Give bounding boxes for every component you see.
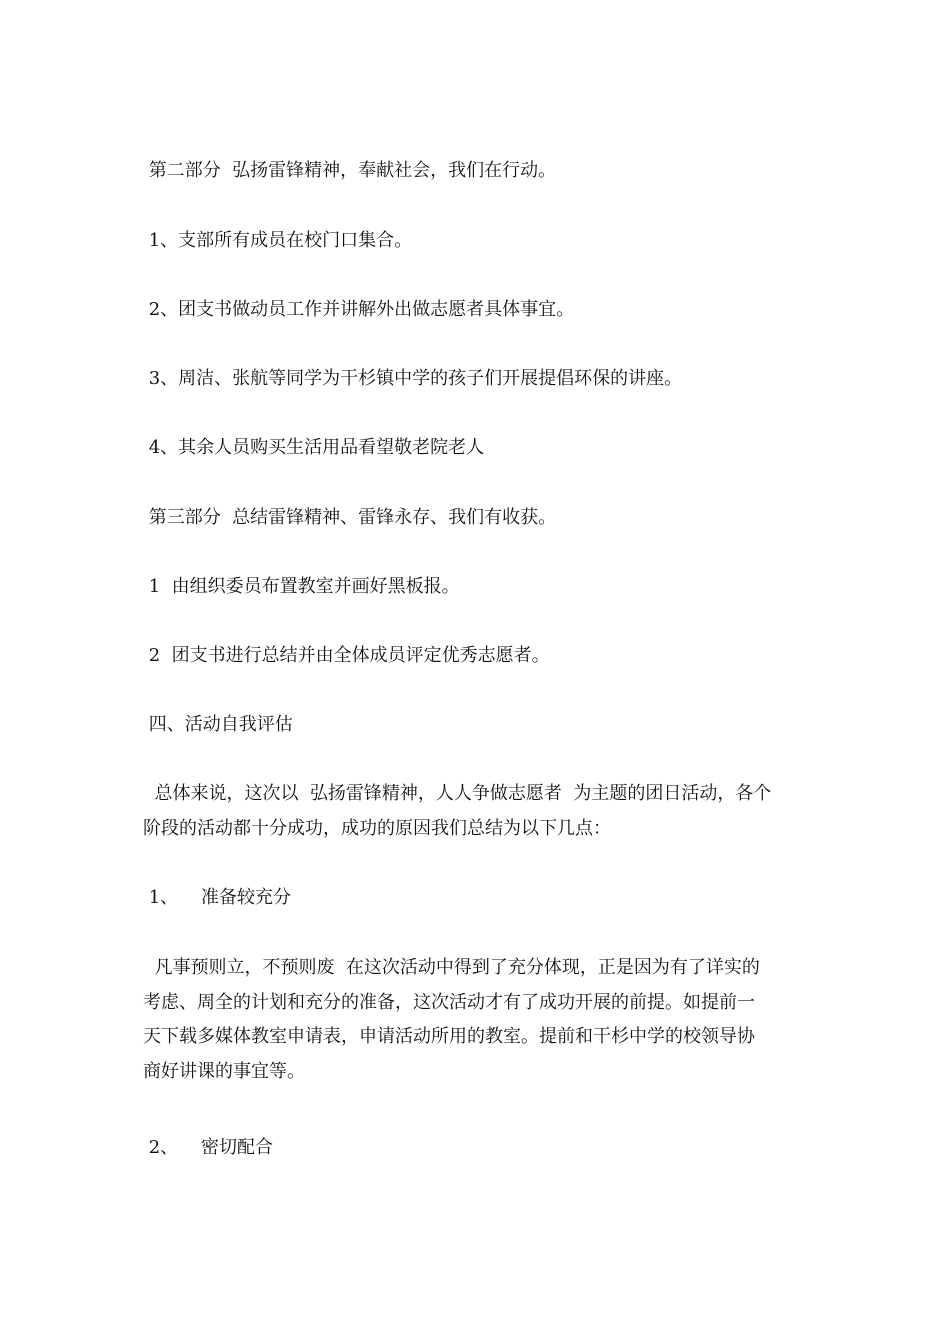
paragraph-line: 总体来说，这次以 弘扬雷锋精神，人人争做志愿者 为主题的团日活动，各个: [143, 783, 772, 804]
list-item-4: 4、其余人员购买生活用品看望敬老院老人: [143, 437, 485, 458]
section-two-heading: 第二部分 弘扬雷锋精神，奉献社会，我们在行动。: [143, 160, 557, 181]
preparation-paragraph: [143, 951, 808, 1089]
list-item-2: 2、团支书做动员工作并讲解外出做志愿者具体事宜。: [143, 299, 575, 320]
list-item-6: 2 团支书进行总结并由全体成员评定优秀志愿者。: [143, 645, 550, 666]
subheading-cooperation: 2、 密切配合: [143, 1137, 274, 1158]
paragraph-line: 商好讲课的事宜等。: [143, 1060, 305, 1082]
paragraph-line: 考虑、周全的计划和充分的准备，这次活动才有了成功开展的前提。如提前一: [143, 991, 755, 1013]
paragraph-line: 阶段的活动都十分成功，成功的原因我们总结为以下几点：: [143, 817, 611, 839]
section-four-heading: 四、活动自我评估: [143, 714, 293, 735]
subheading-preparation: 1、 准备较充分: [143, 887, 292, 908]
list-item-3: 3、周洁、张航等同学为干杉镇中学的孩子们开展提倡环保的讲座。: [143, 368, 683, 389]
section-three-heading: 第三部分 总结雷锋精神、雷锋永存、我们有收获。: [143, 507, 557, 528]
paragraph-line: 天下载多媒体教室申请表，申请活动所用的教室。提前和干杉中学的校领导协: [143, 1026, 755, 1047]
list-item-5: 1 由组织委员布置教室并画好黑板报。: [143, 576, 460, 597]
evaluation-paragraph: [143, 777, 808, 846]
paragraph-line: 凡事预则立，不预则废 在这次活动中得到了充分体现，正是因为有了详实的: [143, 957, 760, 978]
list-item-1: 1、支部所有成员在校门口集合。: [143, 230, 413, 251]
